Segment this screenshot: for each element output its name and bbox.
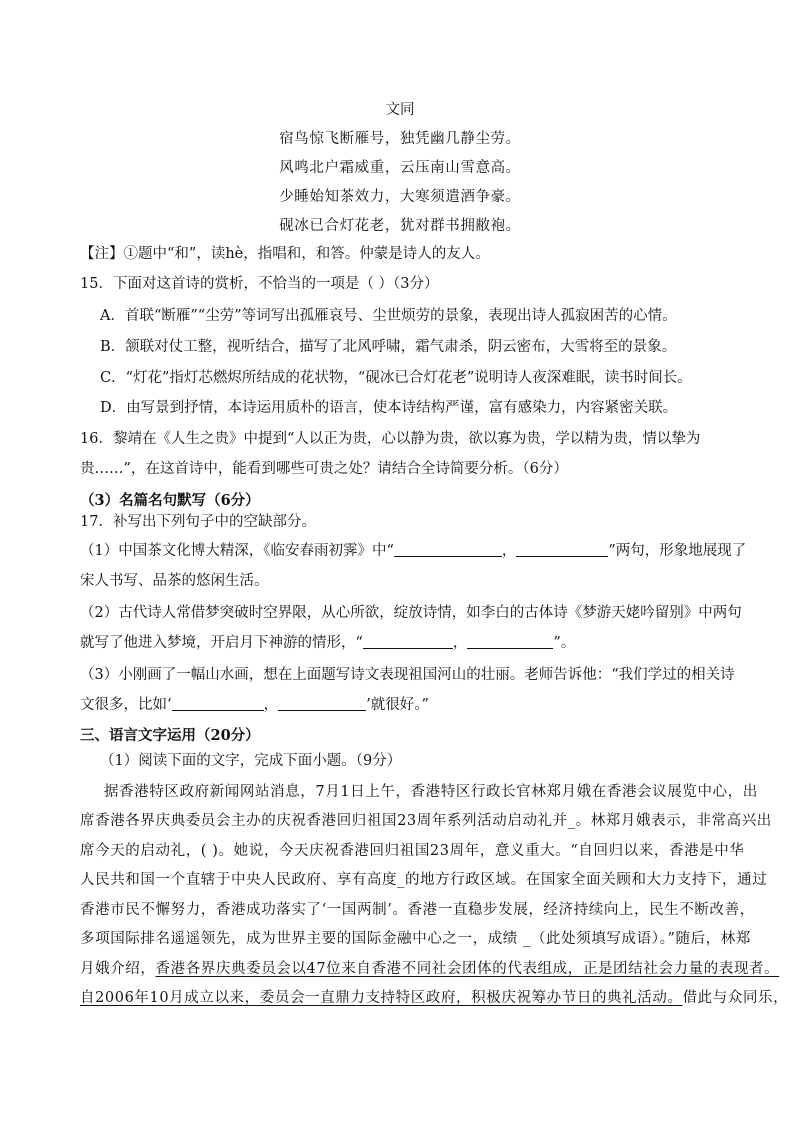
- answer-blank[interactable]: [467, 634, 553, 649]
- item-text: 就写了他进入梦境，开启月下神游的情形，“: [80, 635, 363, 651]
- poem-title: 文同: [385, 102, 415, 118]
- item-text: （1）中国茶文化博大精深，《临安春雨初霁》中“: [80, 543, 394, 559]
- poem-line: 风鸣北户霜威重，云压南山雪意高。: [279, 160, 521, 176]
- passage-line: [80, 988, 788, 1008]
- question-17-item3: （3）小刚画了一幅山水画，想在上面题写诗文表现祖国河山的壮丽。老师告诉他：“我们学过的相关诗: [80, 667, 735, 683]
- underlined-sentence: 香港各界庆典委员会以47位来自香港不同社会团体的代表组成，正是团结社会力量的表现者。: [155, 961, 780, 977]
- poem-line: 少睡始知茶效力，大寒须遣酒争豪。: [279, 189, 521, 205]
- item-text: ”两句，形象地展现了: [608, 543, 747, 559]
- passage-line: [80, 959, 779, 979]
- question-16-line1: 16．黎靖在《人生之贵》中提到“人以正为贵，心以静为贵，欲以寡为贵，学以精为贵，情以挚为: [80, 431, 701, 447]
- item-text: ’就很好。”: [366, 697, 429, 713]
- underlined-sentence: 自2006年10月成立以来，委员会一直鼎力支持特区政府，积极庆祝筹办节日的典礼活动。: [80, 990, 683, 1006]
- poem-line: 砚冰已合灯花老，犹对群书拥敝袍。: [279, 218, 521, 234]
- question-17-item2-cont: [80, 633, 575, 653]
- item-separator: ，: [501, 543, 517, 559]
- passage-line: 据香港特区政府新闻网站消息，7月1日上午，香港特区行政长官林郑月娥在香港会议展览中心，出: [104, 784, 758, 800]
- question-15-stem: 15．下面对这首诗的赏析，不恰当的一项是（ ）（3分）: [80, 276, 439, 292]
- answer-blank[interactable]: [516, 542, 608, 557]
- item-separator: ，: [452, 635, 468, 651]
- item-text: ”。: [553, 635, 576, 651]
- question-17-item2: （2）古代诗人常借梦突破时空界限，从心所欲，绽放诗情，如李白的古体诗《梦游天姥吟留别》中两句: [80, 605, 742, 621]
- question-17-item1-cont: 宋人书写、品茶的悠闲生活。: [80, 573, 269, 589]
- answer-blank[interactable]: [278, 696, 366, 711]
- section-heading: 三、语言文字运用（20分）: [80, 727, 260, 744]
- question-15-option-b: B．颔联对仗工整，视听结合，描写了北风呼啸，霜气肃杀，阴云密布，大雪将至的景象。: [100, 339, 677, 355]
- passage-line: 席香港各界庆典委员会主办的庆祝香港回归祖国23周年系列活动启动礼并_。林郑月娥表示，非常高兴出: [80, 813, 772, 829]
- question-15-option-d: D．由写景到抒情，本诗运用质朴的语言，使本诗结构严谨，富有感染力，内容紧密关联。: [100, 400, 678, 416]
- item-text: 文很多，比如‘: [80, 697, 172, 713]
- question-17-stem: 17．补写出下列句子中的空缺部分。: [80, 514, 316, 530]
- question-17-item3-cont: [80, 695, 429, 715]
- passage-text: 月娥介绍，: [80, 961, 156, 977]
- question-17-item1: [80, 541, 746, 561]
- question-16-line2: 贵……”，在这首诗中，能看到哪些可贵之处？请结合全诗简要分析。（6分）: [80, 461, 568, 477]
- answer-blank[interactable]: [394, 542, 502, 557]
- poem-line: 宿鸟惊飞断雁号，独凭幽几静尘劳。: [279, 131, 521, 147]
- section-heading: （3）名篇名句默写（6分）: [80, 492, 260, 509]
- subsection-heading: （1）阅读下面的文字，完成下面小题。（9分）: [100, 753, 402, 769]
- question-15-option-a: A．首联“断雁”“尘劳”等词写出孤雁哀号、尘世烦劳的景象，表现出诗人孤寂困苦的心情。: [100, 308, 677, 324]
- passage-text: 借此与众同乐，: [682, 990, 789, 1006]
- passage-line: 多项国际排名遥遥领先，成为世界主要的国际金融中心之一，成绩 _（此处须填写成语）。”随后，林郑: [80, 931, 751, 947]
- passage-line: 人民共和国一个直辖于中央人民政府、享有高度_的地方行政区域。在国家全面关顾和大力支持下，通过: [80, 872, 768, 888]
- poem-note: 【注】①题中“和”，读hè，指唱和，和答。仲蒙是诗人的友人。: [80, 246, 490, 262]
- answer-blank[interactable]: [172, 696, 264, 711]
- item-separator: ，: [263, 697, 279, 713]
- answer-blank[interactable]: [363, 634, 453, 649]
- question-15-option-c: C．“灯花”指灯芯燃烬所结成的花状物，“砚冰已合灯花老”说明诗人夜深难眠，读书时间长。: [100, 370, 692, 386]
- passage-line: 席今天的启动礼，( )。她说，今天庆祝香港回归祖国23周年，意义重大。“自回归以来，香港是中华: [80, 843, 745, 859]
- passage-line: 香港市民不懈努力，香港成功落实了‘一国两制’。香港一直稳步发展，经济持续向上，民生不断改善，: [80, 902, 755, 918]
